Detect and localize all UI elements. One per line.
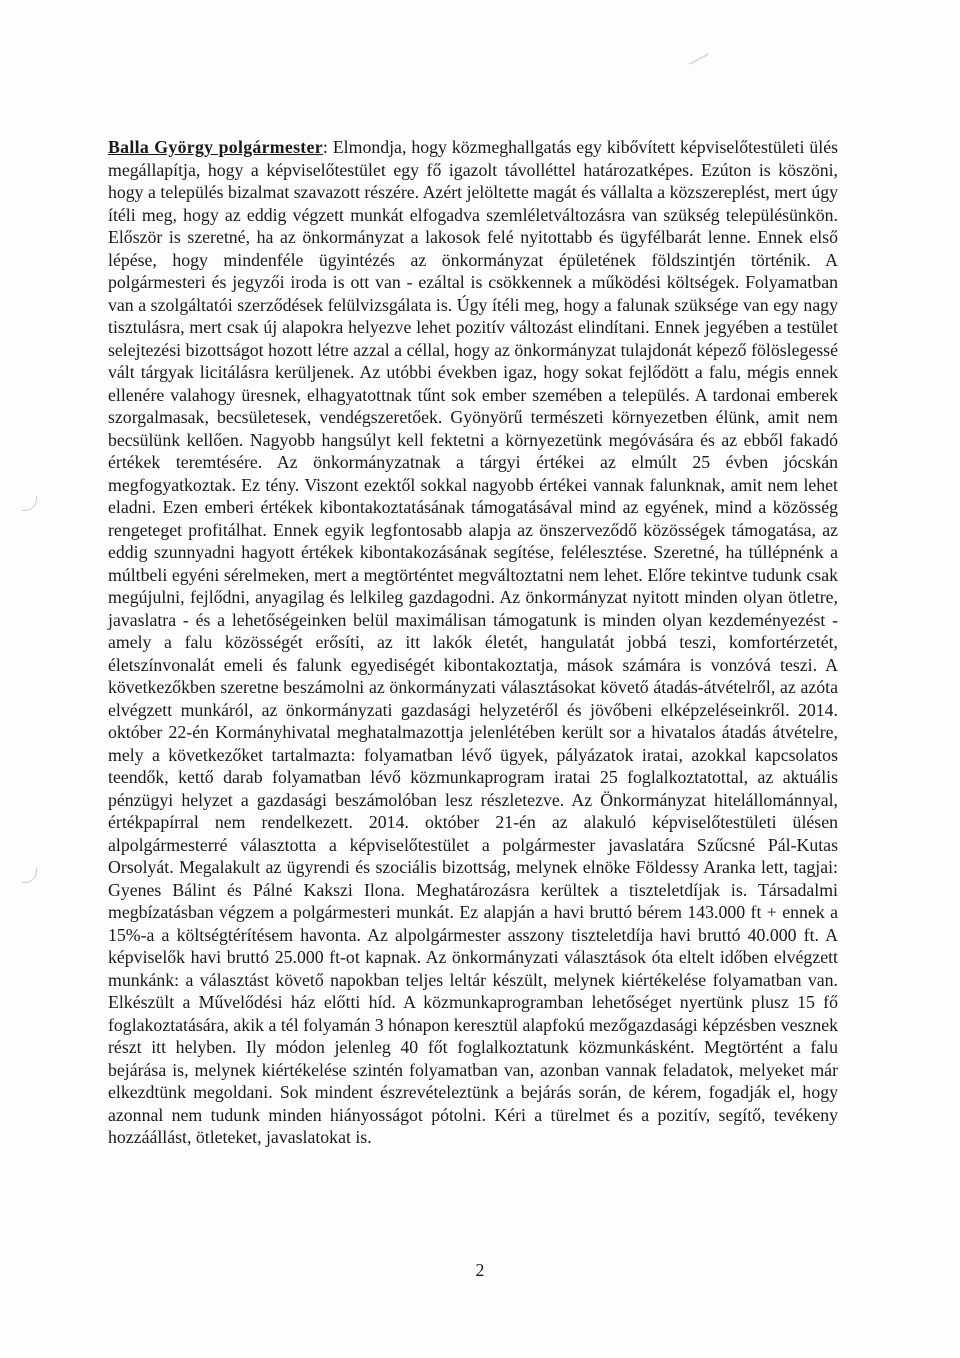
speaker-colon: :: [322, 137, 328, 157]
document-paragraph: [108, 136, 838, 1149]
punch-hole-mark-bottom: [22, 868, 37, 883]
paragraph-body: Elmondja, hogy közmeghallgatás egy kibővített képviselőtestületi ülés megállapítja, hogy a képviselőtestület egy fő igazolt távolléttel határozatképes. Ezúton is köszöni, hogy a település bizalmat szavazott részére. Azért jelöltette magát és vállalta a közszereplést, mert úgy ítéli meg, hogy az eddig végzett munkát elfogadva szemléletváltozásra van szükség településünkön. Először is szeretné, ha az önkormányzat a lakosok felé nyitottabb és ügyfélbarát lenne. Ennek első lépése, hogy mindenféle ügyintézés az önkormányzat épületének földszintjén történik. A polgármesteri és jegyzői iroda is ott van - ezáltal is csökkennek a működési költségek. Folyamatban van a szolgáltatói szerződések felülvizsgálata is. Úgy ítéli meg, hogy a falunak szüksége van egy nagy tisztulásra, mert csak új alapokra helyezve lehet pozitív változást elindítani. Ennek jegyében a testület selejtezési bizottságot hozott létre azzal a céllal, hogy az önkormányzat tulajdonát képező fölöslegessé vált tárgyak licitálásra kerüljenek. Az utóbbi években igaz, hogy sokat fejlődött a falu, mégis ennek ellenére valahogy üresnek, elhagyatottnak tűnt sok ember szemében a település. A tardonai emberek szorgalmasak, becsületesek, vendégszeretőek. Gyönyörű természeti környezetben élünk, amit nem becsülünk kellően. Nagyobb hangsúlyt kell fektetni a környezetünk megóvására és az ebből fakadó értékek teremtésére. Az önkormányzatnak a tárgyi értékei az elmúlt 25 évben jócskán megfogyatkoztak. Ez tény. Viszont ezektől sokkal nagyobb értékei vannak falunknak, amit nem lehet eladni. Ezen emberi értékek kibontakoztatásának támogatásával mind az egyének, mind a közösség rengeteget profitálhat. Ennek egyik legfontosabb alapja az önszerveződő közösségek támogatása, az eddig szunnyadni hagyott értékek kibontakozásának segítése, felélesztése. Szeretné, ha túllépnénk a múltbeli egyéni sérelmeken, mert a megtörténtet megváltoztatni nem lehet. Előre tekintve tudunk csak megújulni, fejlődni, anyagilag és lelkileg gazdagodni. Az önkormányzat nyitott minden olyan ötletre, javaslatra - és a lehetőségeinken belül maximálisan támogatunk is minden olyan kezdeményezést - amely a falu közösségét erősíti, az itt lakók életét, hangulatát jobbá teszi, komfortérzetét, életszínvonalát emeli és falunk egyediségét kibontakoztatja, mások számára is vonzóvá teszi. A következőkben szeretne beszámolni az önkormányzati választásokat követő átadás-átvételről, az azóta elvégzett munkáról, az önkormányzati gazdasági helyzetéről és jövőbeni elképzeléseinkről. 2014. október 22-én Kormányhivatal meghatalmazottja jelenlétében került sor a hivatalos átadás átvételre, mely a következőket tartalmazta: folyamatban lévő ügyek, pályázatok iratai, azokkal kapcsolatos teendők, kettő darab folyamatban lévő közmunkaprogram iratai 25 foglalkoztatottal, az aktuális pénzügyi helyzet a gazdasági beszámolóban lesz részletezve. Az Önkormányzat hitelállománnyal, értékpapírral nem rendelkezett. 2014. október 21-én az alakuló képviselőtestületi ülésen alpolgármesterré választotta a képviselőtestület a polgármester javaslatára Szűcsné Pál-Kutas Orsolyát. Megalakult az ügyrendi és szociális bizottság, melynek elnöke Földessy Aranka lett, tagjai: Gyenes Bálint és Pálné Kakszi Ilona. Meghatározásra kerültek a tiszteletdíjak is. Társadalmi megbízatásban végzem a polgármesteri munkát. Ez alapján a havi bruttó bérem 143.000 ft + ennek a 15%-a a költségtérítésem havonta. Az alpolgármester asszony tiszteletdíja havi bruttó 40.000 ft. A képviselők havi bruttó 25.000 ft-ot kapnak. Az önkormányzati választások óta eltelt időben elvégzett munkánk: a választást követő napokban teljes leltár készült, melynek kiértékelése folyamatban van. Elkészült a Művelődési ház előtti híd. A közmunkaprogramban lehetőséget nyertünk plusz 15 fő foglakoztatására, akik a tél folyamán 3 hónapon keresztül alapfokú mezőgazdasági képzésben vesznek részt itt helyben. Ily módon jelenleg 40 főt foglalkoztatunk közmunkásként. Megtörtént a falu bejárása is, melynek kiértékelése szintén folyamatban van, azonban vannak feladatok, melyeket már elkezdtünk megoldani. Sok mindent észrevételeztünk a bejárás során, de kérem, fogadják el, hogy azonnal nem tudunk minden hiányosságot pótolni. Kéri a türelmet és a pozitív, segítő, tevékeny hozzáállást, ötleteket, javaslatokat is.: [108, 137, 838, 1147]
speaker-name: Balla György polgármester: [108, 137, 323, 157]
punch-hole-mark-top: [22, 496, 37, 511]
scan-artifact-mark: [689, 53, 709, 65]
page-number: 2: [475, 1260, 485, 1280]
